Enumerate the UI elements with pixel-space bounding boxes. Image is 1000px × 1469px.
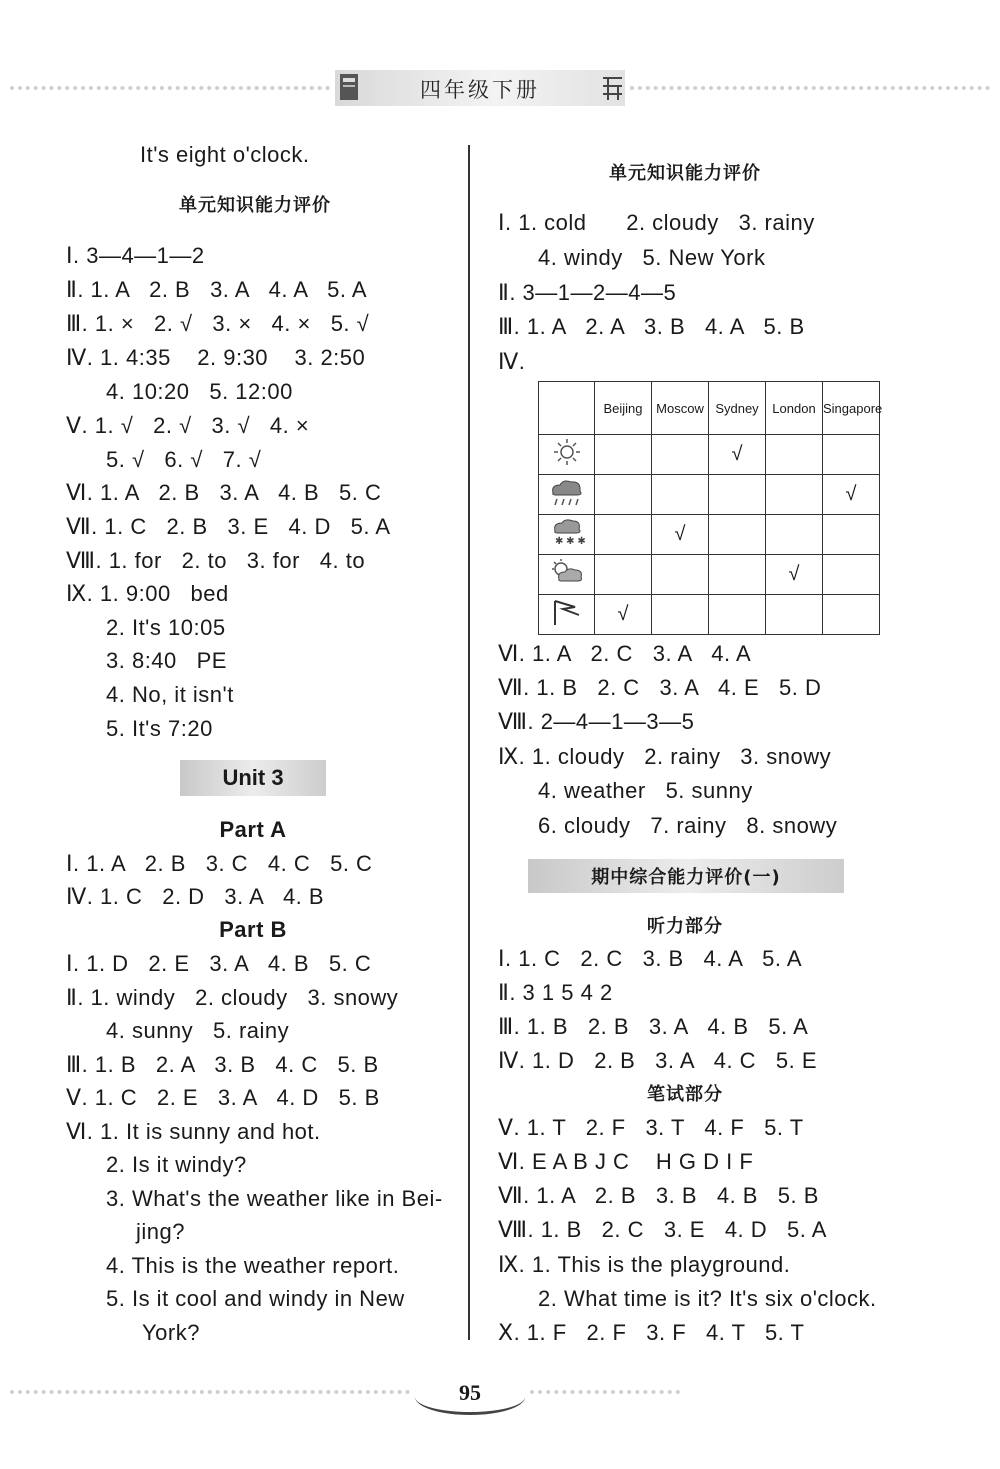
check-cell <box>595 435 652 475</box>
header-ornament-icon <box>600 74 626 102</box>
answer-line: Ⅰ. 3—4—1—2 <box>66 243 205 268</box>
answer-line: Ⅰ. 1. D 2. E 3. A 4. B 5. C <box>66 951 372 976</box>
answer-line: 4. This is the weather report. <box>106 1253 400 1278</box>
answer-line: Ⅲ. 1. B 2. A 3. B 4. C 5. B <box>66 1052 379 1077</box>
answer-line: York? <box>142 1320 200 1345</box>
answer-line: Ⅶ. 1. C 2. B 3. E 4. D 5. A <box>66 514 391 539</box>
part-title: Part B <box>219 917 287 942</box>
sunny-icon <box>539 435 595 475</box>
answer-line: Ⅷ. 1. for 2. to 3. for 4. to <box>66 548 366 573</box>
unit-title-band <box>180 760 326 796</box>
header-dots-right <box>630 86 990 90</box>
answer-line: 3. 8:40 PE <box>106 648 227 673</box>
check-cell: √ <box>709 435 766 475</box>
answer-line: Ⅱ. 3 1 5 4 2 <box>498 980 613 1005</box>
city-header: Moscow <box>652 382 709 435</box>
check-cell: √ <box>766 555 823 595</box>
answer-line: Ⅷ. 1. B 2. C 3. E 4. D 5. A <box>498 1217 827 1242</box>
midterm-title: 期中综合能力评价(一) <box>591 867 781 888</box>
svg-text:✱ ✱ ✱: ✱ ✱ ✱ <box>554 535 586 547</box>
check-cell <box>766 475 823 515</box>
answer-line: Ⅵ. 1. A 2. C 3. A 4. A <box>498 641 752 666</box>
answer-line: Ⅰ. 1. C 2. C 3. B 4. A 5. A <box>498 946 803 971</box>
footer-dots-left <box>10 1390 410 1394</box>
check-cell <box>766 515 823 555</box>
answer-line: It's eight o'clock. <box>140 142 310 167</box>
cloudy-icon <box>539 555 595 595</box>
answer-line: Ⅵ. E A B J C H G D I F <box>498 1149 754 1174</box>
answer-line: 2. Is it windy? <box>106 1152 247 1177</box>
answer-line: Ⅱ. 1. A 2. B 3. A 4. A 5. A <box>66 277 368 302</box>
city-header: Sydney <box>709 382 766 435</box>
check-cell: √ <box>823 475 880 515</box>
section-title: 单元知识能力评价 <box>179 195 331 216</box>
check-cell <box>595 515 652 555</box>
check-cell <box>652 475 709 515</box>
answer-line: Ⅳ. 1. 4:35 2. 9:30 3. 2:50 <box>66 345 366 370</box>
answer-line: Ⅴ. 1. C 2. E 3. A 4. D 5. B <box>66 1085 380 1110</box>
check-cell <box>709 595 766 635</box>
check-cell <box>823 595 880 635</box>
check-cell <box>652 555 709 595</box>
check-cell <box>766 435 823 475</box>
answer-line: Ⅲ. 1. B 2. B 3. A 4. B 5. A <box>498 1014 809 1039</box>
answer-line: 4. windy 5. New York <box>538 245 766 270</box>
answer-line: 2. It's 10:05 <box>106 615 226 640</box>
answer-line: Ⅶ. 1. A 2. B 3. B 4. B 5. B <box>498 1183 819 1208</box>
answer-line: Ⅳ. <box>498 349 526 374</box>
check-cell <box>823 515 880 555</box>
column-divider <box>468 145 470 1340</box>
weather-table-row <box>539 435 880 475</box>
part-title: Part A <box>219 817 287 842</box>
answer-line: Ⅶ. 1. B 2. C 3. A 4. E 5. D <box>498 675 822 700</box>
answer-line: Ⅴ. 1. T 2. F 3. T 4. F 5. T <box>498 1115 804 1140</box>
snowy-icon <box>539 515 595 555</box>
answer-line: 3. What's the weather like in Bei- <box>106 1186 443 1211</box>
answer-line: Ⅲ. 1. A 2. A 3. B 4. A 5. B <box>498 314 805 339</box>
answer-line: 5. √ 6. √ 7. √ <box>106 447 262 472</box>
answer-line: Ⅴ. 1. √ 2. √ 3. √ 4. × <box>66 413 310 438</box>
answer-line: Ⅸ. 1. This is the playground. <box>498 1252 791 1277</box>
check-cell <box>709 475 766 515</box>
page-number-badge <box>415 1376 525 1415</box>
answer-line: 4. No, it isn't <box>106 682 234 707</box>
answer-line: 4. 10:20 5. 12:00 <box>106 379 293 404</box>
city-header: Singapore <box>823 382 880 435</box>
answer-line: Ⅲ. 1. × 2. √ 3. × 4. × 5. √ <box>66 311 370 336</box>
check-cell: √ <box>595 595 652 635</box>
answer-line: 2. What time is it? It's six o'clock. <box>538 1286 877 1311</box>
answer-line: Ⅷ. 2—4—1—3—5 <box>498 709 695 734</box>
answer-line: Ⅳ. 1. C 2. D 3. A 4. B <box>66 884 325 909</box>
city-header: Beijing <box>595 382 652 435</box>
rainy-icon <box>539 475 595 515</box>
answer-line: Ⅰ. 1. A 2. B 3. C 4. C 5. C <box>66 851 373 876</box>
answer-line: 4. weather 5. sunny <box>538 778 753 803</box>
answer-line: Ⅱ. 1. windy 2. cloudy 3. snowy <box>66 985 399 1010</box>
check-cell <box>766 595 823 635</box>
answer-line: 6. cloudy 7. rainy 8. snowy <box>538 813 838 838</box>
check-cell <box>595 555 652 595</box>
weather-table-row <box>539 555 880 595</box>
subsection-title: 听力部分 <box>647 916 723 937</box>
answer-line: 5. It's 7:20 <box>106 716 213 741</box>
unit-title: Unit 3 <box>222 765 284 790</box>
weather-table-corner <box>539 382 595 435</box>
answer-line: 4. sunny 5. rainy <box>106 1018 290 1043</box>
check-cell <box>595 475 652 515</box>
answer-line: Ⅱ. 3—1—2—4—5 <box>498 280 677 305</box>
check-cell <box>652 435 709 475</box>
footer-dots-right <box>530 1390 680 1394</box>
weather-table-row <box>539 475 880 515</box>
answer-line: 5. Is it cool and windy in New <box>106 1286 405 1311</box>
answer-line: Ⅸ. 1. 9:00 bed <box>66 581 229 606</box>
answer-line: Ⅰ. 1. cold 2. cloudy 3. rainy <box>498 210 815 235</box>
check-cell <box>709 555 766 595</box>
check-cell <box>652 595 709 635</box>
weather-table <box>538 381 883 635</box>
weather-table-header-row <box>539 382 880 435</box>
section-title: 单元知识能力评价 <box>609 163 761 184</box>
city-header: London <box>766 382 823 435</box>
weather-table-row <box>539 515 880 555</box>
check-cell <box>823 555 880 595</box>
midterm-title-band <box>528 859 844 893</box>
answer-line: Ⅵ. 1. It is sunny and hot. <box>66 1119 321 1144</box>
weather-table-row <box>539 595 880 635</box>
subsection-title: 笔试部分 <box>647 1084 723 1105</box>
book-icon <box>338 72 362 102</box>
answer-line: Ⅹ. 1. F 2. F 3. F 4. T 5. T <box>498 1320 805 1345</box>
page-number: 95 <box>459 1380 481 1405</box>
windy-icon <box>539 595 595 635</box>
check-cell: √ <box>652 515 709 555</box>
page-header-title: 四年级下册 <box>420 78 540 102</box>
check-cell <box>709 515 766 555</box>
answer-line: Ⅵ. 1. A 2. B 3. A 4. B 5. C <box>66 480 382 505</box>
check-cell <box>823 435 880 475</box>
answer-line: Ⅳ. 1. D 2. B 3. A 4. C 5. E <box>498 1048 818 1073</box>
answer-line: Ⅸ. 1. cloudy 2. rainy 3. snowy <box>498 744 832 769</box>
answer-line: jing? <box>136 1219 185 1244</box>
header-dots-left <box>10 86 330 90</box>
